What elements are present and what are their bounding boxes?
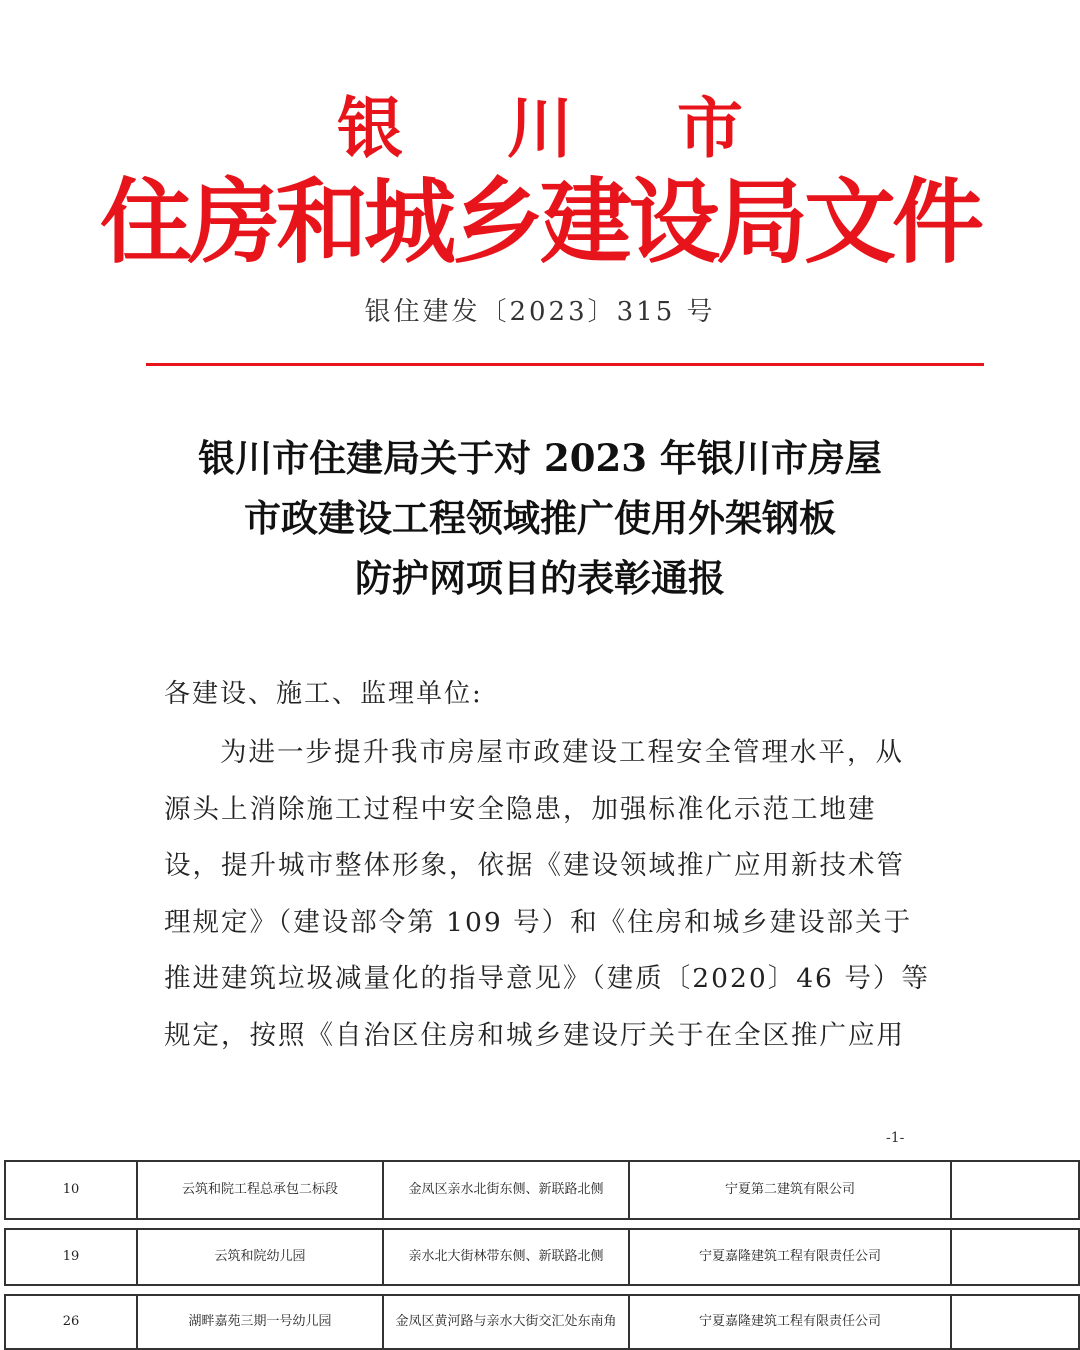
body-line: 规定，按照《自治区住房和城乡建设厅关于在全区推广应用: [164, 1019, 905, 1051]
body-paragraph: [164, 725, 930, 1064]
title-line-1: 银川市住建局关于对 2023 年银川市房屋: [198, 436, 882, 480]
company-name: 宁夏第二建筑有限公司: [630, 1162, 952, 1218]
project-name: 云筑和院工程总承包二标段: [138, 1162, 384, 1218]
salutation: 各建设、施工、监理单位:: [164, 679, 483, 709]
row-number: 19: [6, 1230, 138, 1284]
project-name: 云筑和院幼儿园: [138, 1230, 384, 1284]
table-row: [4, 1228, 1080, 1286]
body-line: 源头上消除施工过程中安全隐患，加强标准化示范工地建: [164, 793, 877, 825]
page-number: -1-: [886, 1130, 905, 1146]
red-divider: [146, 363, 984, 366]
document-number: 银住建发〔2023〕315 号: [364, 297, 716, 327]
body-line: 设，提升城市整体形象，依据《建设领域推广应用新技术管: [164, 850, 905, 881]
row-number: 26: [6, 1296, 138, 1348]
project-location: 金凤区黄河路与亲水大街交汇处东南角: [384, 1296, 630, 1348]
extra-cell: [952, 1296, 1078, 1348]
table-row: [4, 1294, 1080, 1350]
document-title: [0, 428, 1080, 608]
header-bureau: 住房和城乡建设局文件: [99, 169, 980, 276]
project-location: 金凤区亲水北街东侧、新联路北侧: [384, 1162, 630, 1218]
project-name: 湖畔嘉苑三期一号幼儿园: [138, 1296, 384, 1348]
project-location: 亲水北大街林带东侧、新联路北侧: [384, 1230, 630, 1284]
body-line: 理规定》（建设部令第 109 号）和《住房和城乡建设部关于: [164, 906, 913, 938]
company-name: 宁夏嘉隆建筑工程有限责任公司: [630, 1296, 952, 1348]
extra-cell: [952, 1162, 1078, 1218]
title-line-2: 市政建设工程领域推广使用外架钢板: [244, 496, 836, 540]
row-number: 10: [6, 1162, 138, 1218]
extra-cell: [952, 1230, 1078, 1284]
company-name: 宁夏嘉隆建筑工程有限责任公司: [630, 1230, 952, 1284]
table-row: [4, 1160, 1080, 1220]
body-line: 推进建筑垃圾减量化的指导意见》（建质〔2020〕46 号）等: [164, 963, 930, 994]
title-line-3: 防护网项目的表彰通报: [355, 556, 725, 600]
header-city: 银川市: [337, 89, 847, 167]
body-line: 为进一步提升我市房屋市政建设工程安全管理水平，从: [220, 737, 904, 768]
